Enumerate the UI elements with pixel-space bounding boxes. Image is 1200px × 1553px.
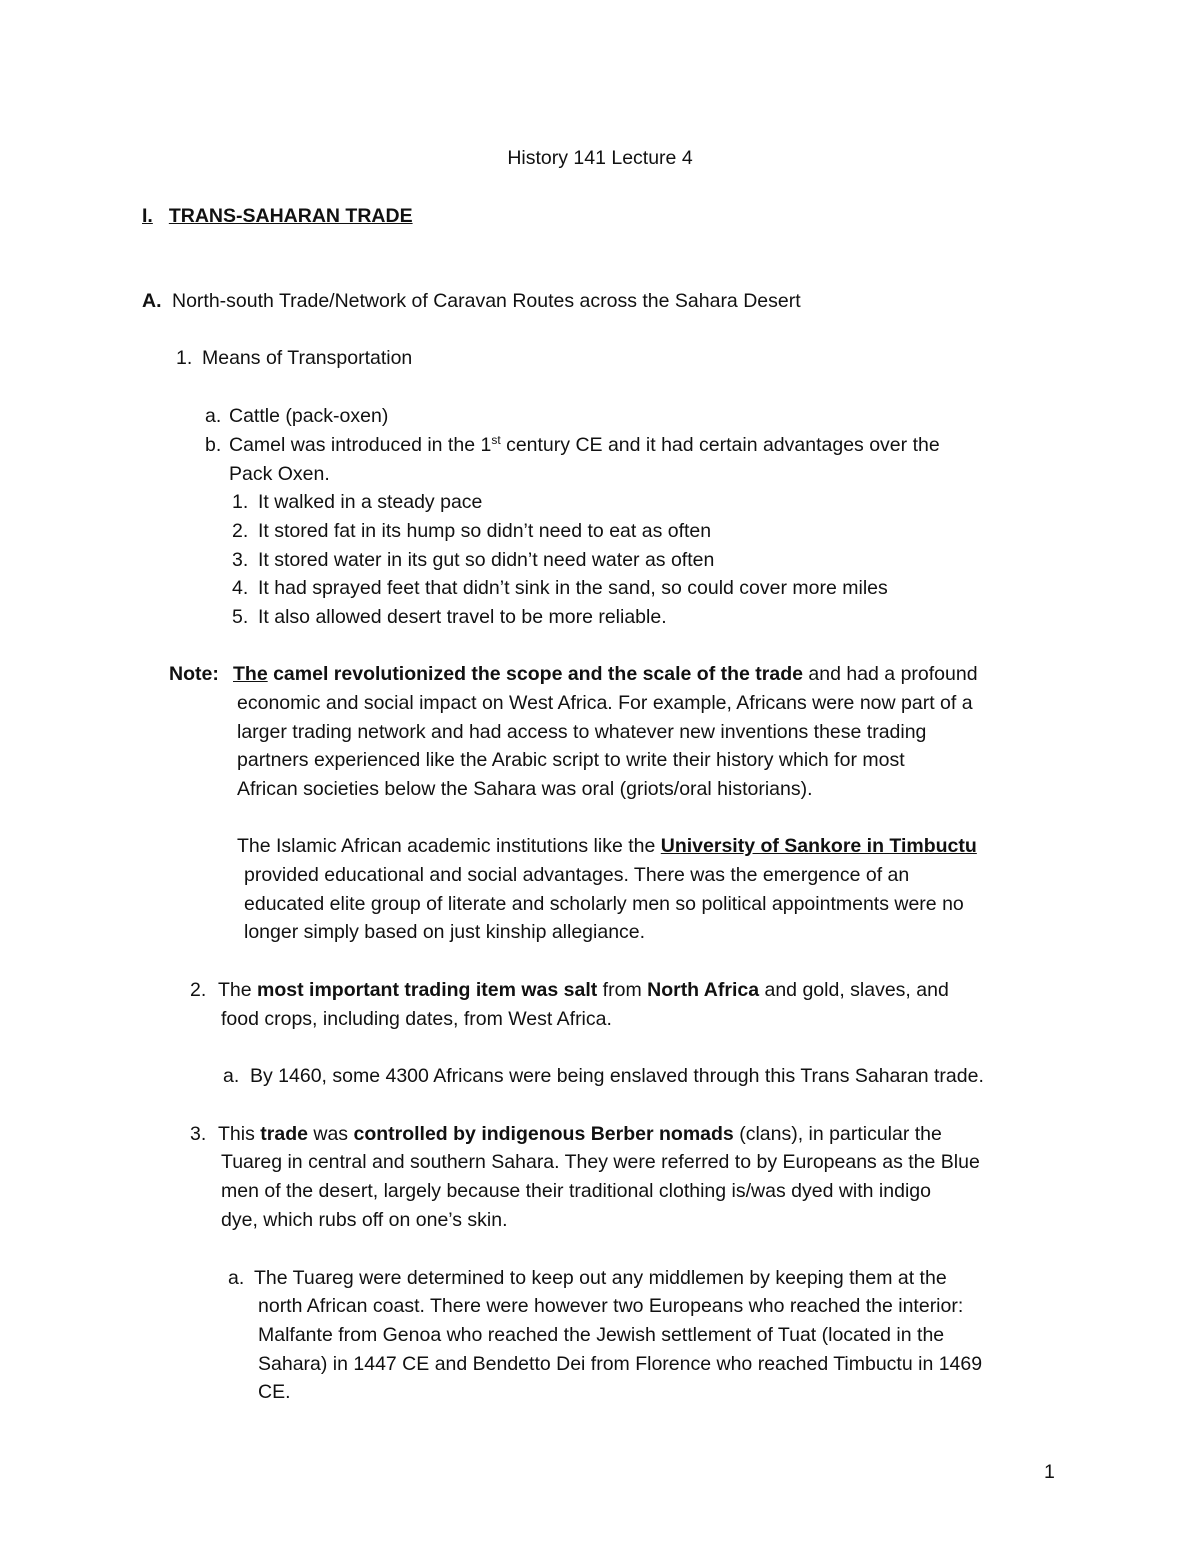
list-item-3-line4: dye, which rubs off on one’s skin. [221, 1209, 508, 1231]
superscript: st [491, 433, 501, 447]
note-bold: camel revolutionized the scope and the scale of the trade [267, 663, 803, 685]
subsection-a [142, 289, 801, 313]
note-line-5: African societies below the Sahara was oral (griots/oral historians). [237, 778, 813, 800]
list-item-2a [223, 1064, 984, 1088]
list-item-3a-line1: The Tuareg were determined to keep out any middlemen by keeping them at the [254, 1267, 947, 1289]
text-run: The [218, 979, 258, 1001]
list-item-1-marker: 1. [176, 347, 193, 369]
note-line-4: partners experienced like the Arabic script to write their history which for most [237, 749, 905, 771]
note-underlined: The [233, 663, 268, 685]
camel-point-text: It walked in a steady pace [258, 491, 483, 513]
note-p2-pre: The Islamic African academic institutions like the [237, 835, 661, 857]
camel-point [232, 548, 715, 572]
section-heading-text: TRANS-SAHARAN TRADE [168, 205, 413, 227]
list-item-2a-marker: a. [223, 1065, 240, 1087]
camel-point-text: It also allowed desert travel to be more reliable. [258, 606, 667, 628]
text-run: This [218, 1123, 261, 1145]
camel-point-marker: 2. [232, 520, 249, 542]
list-item-3a-line4: Sahara) in 1447 CE and Bendetto Dei from Florence who reached Timbuctu in 1469 [258, 1353, 983, 1375]
list-item-3a-marker: a. [228, 1267, 245, 1289]
list-item-3a-line3: Malfante from Genoa who reached the Jewish settlement of Tuat (located in the [258, 1324, 945, 1346]
document-title: History 141 Lecture 4 [507, 147, 693, 169]
note-label: Note: [169, 663, 219, 685]
text-run: and gold, slaves, and [759, 979, 949, 1001]
camel-point-text: It had sprayed feet that didn’t sink in the sand, so could cover more miles [258, 577, 888, 599]
list-item-1a-text: Cattle (pack-oxen) [229, 405, 389, 427]
bold-run: North Africa [647, 979, 760, 1001]
note-p2-line-2: provided educational and social advantages. There was the emergence of an [244, 864, 910, 886]
bold-run: trade [260, 1123, 308, 1145]
list-item-2 [190, 978, 949, 1002]
camel-point-marker: 4. [232, 577, 249, 599]
note-p2-line-1 [237, 834, 977, 858]
page-number: 1 [1044, 1461, 1055, 1483]
note-line-1 [169, 662, 978, 686]
list-item-1b-marker: b. [205, 434, 222, 456]
university-name: University of Sankore in Timbuctu [660, 835, 977, 857]
list-item-3a-line2: north African coast. There were however two Europeans who reached the interior: [258, 1295, 964, 1317]
camel-point [232, 490, 483, 514]
camel-point-text: It stored fat in its hump so didn’t need to eat as often [258, 520, 712, 542]
list-item-1b-line2: Pack Oxen. [229, 463, 330, 485]
list-item-1b-text-post: century CE and it had certain advantages over the [500, 434, 940, 456]
section-marker: I. [142, 205, 153, 227]
camel-point-marker: 3. [232, 549, 249, 571]
note-rest: and had a profound [802, 663, 978, 685]
list-item-2-line2: food crops, including dates, from West Africa. [221, 1008, 612, 1030]
subsection-a-marker: A. [142, 290, 162, 312]
text-run: from [597, 979, 648, 1001]
list-item-3a [228, 1266, 947, 1290]
list-item-3a-line5: CE. [258, 1381, 291, 1403]
camel-point [232, 576, 888, 600]
list-item-1a-marker: a. [205, 405, 222, 427]
camel-point [232, 605, 667, 629]
list-item-1b-text-pre: Camel was introduced in the 1 [229, 434, 492, 456]
camel-point-text: It stored water in its gut so didn’t need water as often [258, 549, 715, 571]
list-item-2-marker: 2. [190, 979, 207, 1001]
camel-point-marker: 5. [232, 606, 249, 628]
list-item-1 [176, 346, 413, 370]
subsection-a-text: North-south Trade/Network of Caravan Routes across the Sahara Desert [172, 290, 801, 312]
list-item-3 [190, 1122, 942, 1146]
list-item-2a-text: By 1460, some 4300 Africans were being enslaved through this Trans Saharan trade. [250, 1065, 984, 1087]
camel-point-marker: 1. [232, 491, 249, 513]
list-item-3-marker: 3. [190, 1123, 207, 1145]
camel-point [232, 519, 712, 543]
list-item-1a [205, 404, 389, 428]
list-item-3-line2: Tuareg in central and southern Sahara. They were referred to by Europeans as the Blue [221, 1151, 980, 1173]
note-line-1-text [233, 662, 978, 686]
note-line-3: larger trading network and had access to whatever new inventions these trading [237, 721, 927, 743]
note-p2-line-3: educated elite group of literate and scholarly men so political appointments were no [244, 893, 964, 915]
list-item-1b-text [229, 433, 940, 457]
note-line-2: economic and social impact on West Africa. For example, Africans were now part of a [237, 692, 973, 714]
list-item-3-text [218, 1122, 942, 1146]
note-p2-line-4: longer simply based on just kinship allegiance. [244, 921, 646, 943]
bold-run: most important trading item was salt [257, 979, 598, 1001]
text-run: was [307, 1123, 354, 1145]
text-run: (clans), in particular the [733, 1123, 942, 1145]
list-item-3-line3: men of the desert, largely because their traditional clothing is/was dyed with indigo [221, 1180, 931, 1202]
list-item-1b [205, 433, 940, 457]
list-item-1-text: Means of Transportation [202, 347, 413, 369]
bold-run: controlled by indigenous Berber nomads [353, 1123, 734, 1145]
list-item-2-text [218, 978, 949, 1002]
section-heading [142, 204, 413, 228]
